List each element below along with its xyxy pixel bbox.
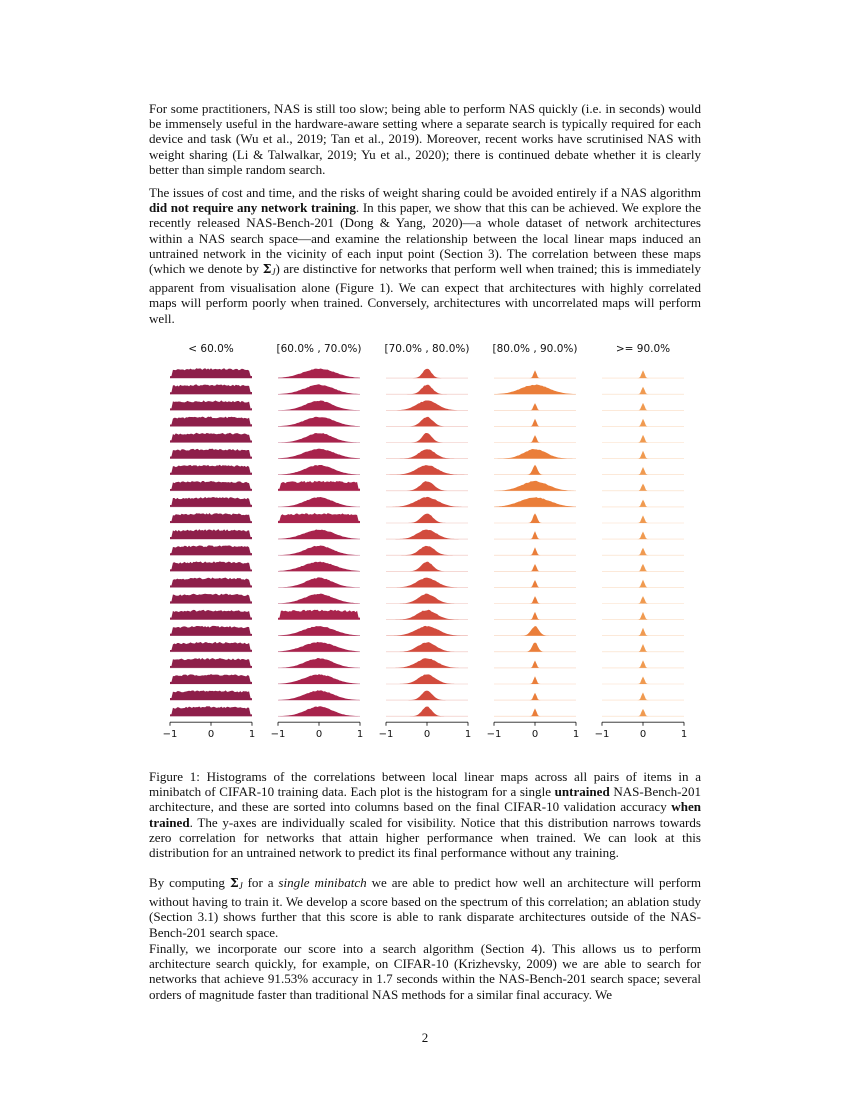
histogram xyxy=(602,403,684,410)
histogram xyxy=(494,693,576,700)
histogram xyxy=(170,513,252,523)
histogram xyxy=(170,497,252,507)
histogram xyxy=(386,369,468,378)
histogram xyxy=(170,610,252,620)
histogram xyxy=(602,564,684,571)
histogram xyxy=(602,612,684,620)
histogram xyxy=(278,368,360,378)
intro-paragraph-1 xyxy=(149,101,701,177)
subscript-j: J xyxy=(271,267,276,278)
histogram xyxy=(494,580,576,587)
x-tick-label: 0 xyxy=(207,729,215,741)
histogram xyxy=(494,449,576,459)
histogram xyxy=(278,481,360,491)
x-tick-label: 1 xyxy=(248,729,256,741)
column-title: < 60.0% xyxy=(188,343,234,355)
x-tick-label: 0 xyxy=(315,729,323,741)
histogram xyxy=(494,547,576,555)
histogram xyxy=(278,400,360,410)
histogram xyxy=(386,706,468,716)
histogram xyxy=(170,545,252,555)
x-tick-label: −1 xyxy=(486,729,502,741)
histogram xyxy=(602,515,684,523)
histogram xyxy=(494,419,576,427)
histogram xyxy=(386,562,468,572)
histogram xyxy=(386,658,468,668)
histogram xyxy=(494,370,576,378)
histogram xyxy=(494,643,576,652)
histogram xyxy=(386,691,468,700)
histogram xyxy=(170,642,252,652)
histogram xyxy=(386,465,468,475)
histogram xyxy=(494,612,576,620)
histogram xyxy=(602,467,684,475)
column-title: [60.0% , 70.0%) xyxy=(276,343,362,355)
body-paragraph-3 xyxy=(149,875,701,940)
histogram xyxy=(170,368,252,378)
histogram xyxy=(170,481,252,491)
histogram xyxy=(278,449,360,459)
column-title: [70.0% , 80.0%) xyxy=(384,343,470,355)
x-tick-label: 0 xyxy=(639,729,647,741)
histogram xyxy=(602,451,684,459)
histogram xyxy=(386,497,468,507)
histogram xyxy=(386,578,468,588)
histogram xyxy=(386,433,468,443)
histogram xyxy=(602,692,684,700)
column-title: >= 90.0% xyxy=(615,343,671,355)
histogram xyxy=(386,674,468,684)
histogram xyxy=(386,449,468,458)
histogram xyxy=(278,530,360,540)
histogram xyxy=(602,532,684,540)
paragraph-text: By computing xyxy=(149,875,230,890)
histogram xyxy=(278,545,360,555)
histogram xyxy=(170,674,252,684)
x-tick-label: 0 xyxy=(531,729,539,741)
histogram xyxy=(386,514,468,523)
histogram xyxy=(494,626,576,636)
histogram xyxy=(386,400,468,410)
histogram xyxy=(170,594,252,604)
histogram xyxy=(602,435,684,443)
caption-text: . The y-axes are individually scaled for visibility. Notice that this distribution narrows towards zero correlation for networks that attain higher performance when trained. We can look at this distribution for an untrained network to predict its final performance without any training. xyxy=(149,814,701,861)
x-tick-label: −1 xyxy=(162,729,178,741)
page-number: 2 xyxy=(421,1030,429,1045)
x-tick-label: 1 xyxy=(464,729,472,741)
histogram xyxy=(278,497,360,507)
intro-paragraph-2 xyxy=(149,185,701,326)
histogram xyxy=(170,626,252,636)
histogram xyxy=(278,642,360,652)
histogram xyxy=(602,387,684,394)
histogram xyxy=(494,384,576,394)
histogram xyxy=(170,433,252,443)
paragraph-text: we are able to predict how well an architecture will perform without having to train it. We develop a score based on the spectrum of this correlation; an ablation study (Section 3.1) shows further that this score is able to rank disparate architectures outside of the NAS-Bench-201 search space. xyxy=(149,875,702,940)
histogram xyxy=(170,578,252,588)
histogram xyxy=(602,370,684,378)
histogram xyxy=(386,481,468,491)
paragraph-text: for a xyxy=(242,875,279,890)
x-tick-label: 0 xyxy=(423,729,431,741)
italic-text: single minibatch xyxy=(278,875,367,890)
x-tick-label: 1 xyxy=(572,729,580,741)
body-paragraph-4 xyxy=(149,941,701,1002)
histogram xyxy=(494,564,576,571)
histogram xyxy=(602,677,684,684)
histogram xyxy=(278,465,360,475)
histogram xyxy=(170,529,252,539)
histogram xyxy=(278,594,360,604)
histogram xyxy=(170,384,252,394)
histogram xyxy=(494,481,576,491)
histogram xyxy=(386,610,468,620)
paragraph-text: ) are distinctive for networks that perform well when trained; this is immediately apparent from visualisation alone (Figure 1). We can expect that architectures with highly correlated maps will perform poorly when trained. Conversely, architectures with uncorrelated maps will perform well. xyxy=(149,261,701,326)
histogram xyxy=(170,658,252,668)
histogram xyxy=(170,449,252,459)
histogram xyxy=(170,690,252,700)
histogram xyxy=(278,674,360,684)
histogram xyxy=(494,676,576,684)
figure-1-histograms xyxy=(150,338,700,756)
histogram xyxy=(278,658,360,668)
x-tick-label: −1 xyxy=(270,729,286,741)
caption-text: Figure 1: Histograms of the correlations between local linear maps across all pairs of items in a minibatch of CIFAR-10 training data. Each plot is the histogram for a single xyxy=(149,769,701,800)
histogram xyxy=(278,384,360,394)
histogram xyxy=(386,546,468,555)
paragraph-text: For some practitioners, NAS is still too slow; being able to perform NAS quickly (i.e. in seconds) would be immensely useful in the hardware-aware setting where a separate search is typically required for each device and task (Wu et al., 2019; Tan et al., 2019). Moreover, recent works have scrutinised NAS with weight sharing (Li & Talwalkar, 2019; Yu et al., 2020); there is continued debate whether it is clearly better than simple random search. xyxy=(149,101,701,177)
caption-text: NAS-Bench-201 architecture, and these are sorted into columns based on the final CIFAR-10 validation accuracy xyxy=(149,784,702,815)
histogram xyxy=(278,562,360,572)
histogram xyxy=(170,465,252,475)
histogram xyxy=(602,644,684,652)
x-tick-label: −1 xyxy=(594,729,610,741)
histogram xyxy=(602,596,684,603)
histogram xyxy=(170,400,252,410)
histogram xyxy=(386,642,468,652)
sigma-symbol: Σ xyxy=(229,875,239,890)
histogram xyxy=(602,484,684,491)
histogram xyxy=(278,577,360,587)
histogram xyxy=(602,419,684,427)
histogram xyxy=(386,385,468,394)
histogram xyxy=(278,417,360,427)
histogram xyxy=(386,417,468,427)
histogram xyxy=(602,709,684,716)
histogram xyxy=(494,513,576,523)
emphasis-text: did not require any network training xyxy=(149,200,356,216)
subscript-j: J xyxy=(238,881,243,891)
histogram xyxy=(494,497,576,507)
histogram xyxy=(602,580,684,588)
x-tick-label: −1 xyxy=(378,729,394,741)
histogram xyxy=(602,548,684,555)
histogram xyxy=(278,626,360,636)
emphasis-text: untrained xyxy=(554,784,610,800)
histogram xyxy=(278,513,360,523)
histogram xyxy=(494,708,576,716)
histogram xyxy=(494,596,576,603)
histogram xyxy=(278,610,360,620)
histogram xyxy=(494,531,576,539)
x-tick-label: 1 xyxy=(680,729,688,741)
x-tick-label: 1 xyxy=(356,729,364,741)
histogram xyxy=(386,594,468,604)
histogram xyxy=(494,660,576,667)
histogram xyxy=(278,706,360,716)
paragraph-text: . In this paper, we show that this can be achieved. We explore the recently released NAS-Bench-201 (Dong & Yang, 2020)—a whole dataset of network architectures within a NAS search space—and examine the relationship between the local linear maps induced an untrained network in the vicinity of each input point (Section 3). The correlation between these maps (which we denote by xyxy=(149,200,702,277)
histogram xyxy=(494,435,576,442)
histogram xyxy=(494,465,576,475)
histogram xyxy=(386,626,468,636)
histogram xyxy=(602,500,684,507)
histogram xyxy=(386,530,468,539)
emphasis-text: when trained xyxy=(149,799,701,830)
histogram xyxy=(170,417,252,427)
sigma-symbol: Σ xyxy=(262,261,272,277)
histogram xyxy=(170,706,252,716)
paragraph-text: The issues of cost and time, and the risks of weight sharing could be avoided entirely if a NAS algorithm xyxy=(149,185,701,200)
figure-1-caption xyxy=(149,769,701,860)
histogram xyxy=(494,403,576,410)
paragraph-text: Finally, we incorporate our score into a search algorithm (Section 4). This allows us to perform architecture search quickly, for example, on CIFAR-10 (Krizhevsky, 2009) we are able to search for networks that achieve 91.53% accuracy in 1.7 seconds within the NAS-Bench-201 search space; several orders of magnitude faster than traditional NAS methods for a similar final accuracy. We xyxy=(149,941,701,1002)
histogram xyxy=(278,690,360,700)
histogram xyxy=(602,628,684,636)
histogram xyxy=(278,433,360,442)
column-title: [80.0% , 90.0%) xyxy=(492,343,578,355)
histogram xyxy=(170,561,252,571)
histogram xyxy=(602,660,684,668)
